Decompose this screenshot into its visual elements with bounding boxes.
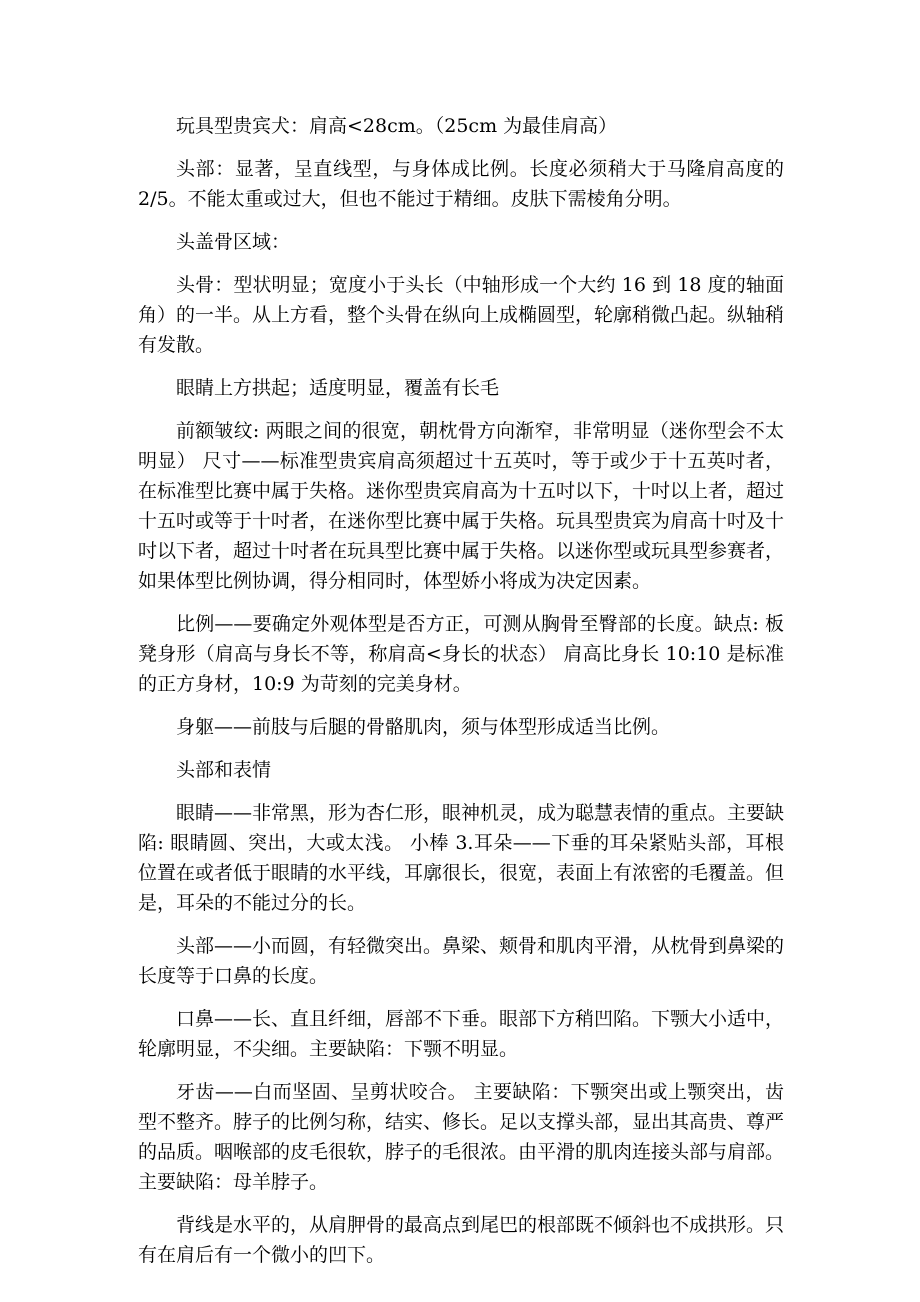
paragraph: 前额皱纹: 两眼之间的很宽，朝枕骨方向渐窄，非常明显（迷你型会不太明显） 尺寸——标准型贵宾肩高须超过十五英吋，等于或少于十五英吋者，在标准型比赛中属于失格。迷你型贵宾肩高为十五吋以下，十吋以上者，超过十五吋或等于十吋者，在迷你型比赛中属于失格。玩具型贵宾为肩高十吋及十吋以下者，超过十吋者在玩具型比赛中属于失格。以迷你型或玩具型参赛者，如果体型比例协调，得分相同时，体型娇小将成为决定因素。 <box>138 420 785 592</box>
paragraph: 头骨：型状明显；宽度小于头长（中轴形成一个大约 16 到 18 度的轴面角）的一半。从上方看，整个头骨在纵向上成椭圆型，轮廓稍微凸起。纵轴稍有发散。 <box>138 274 785 356</box>
paragraph: 身躯——前肢与后腿的骨骼肌肉，须与体型形成适当比例。 <box>176 716 671 738</box>
paragraph: 头部：显著，呈直线型，与身体成比例。长度必须稍大于马隆肩高度的 2/5。不能太重或过大，但也不能过于精细。皮肤下需棱角分明。 <box>138 158 784 210</box>
paragraph: 头部——小而圆，有轻微突出。鼻梁、颊骨和肌肉平滑，从枕骨到鼻梁的长度等于口鼻的长度。 <box>138 935 785 987</box>
document-body <box>138 111 784 1283</box>
paragraph: 头部和表情 <box>176 759 272 781</box>
paragraph: 牙齿——白而坚固、呈剪状咬合。 主要缺陷：下颚突出或上颚突出，齿型不整齐。脖子的比例匀称，结实、修长。足以支撑头部，显出其高贵、尊严的品质。咽喉部的皮毛很软，脖子的毛很浓。由平滑的肌肉连接头部与肩部。主要缺陷：母羊脖子。 <box>138 1081 785 1193</box>
paragraph: 背线是水平的，从肩胛骨的最高点到尾巴的根部既不倾斜也不成拱形。只有在肩后有一个微小的凹下。 <box>138 1214 785 1266</box>
paragraph: 口鼻——长、直且纤细，唇部不下垂。眼部下方稍凹陷。下颚大小适中，轮廓明显，不尖细。主要缺陷：下颚不明显。 <box>138 1008 785 1060</box>
paragraph: 头盖骨区域： <box>176 231 291 253</box>
paragraph: 玩具型贵宾犬：肩高<28cm。（25cm 为最佳肩高） <box>176 115 618 137</box>
paragraph: 眼睛上方拱起；适度明显，覆盖有长毛 <box>176 377 500 399</box>
paragraph: 眼睛——非常黑，形为杏仁形，眼神机灵，成为聪慧表情的重点。主要缺陷: 眼睛圆、突出，大或太浅。 小棒 3.耳朵——下垂的耳朵紧贴头部，耳根位置在或者低于眼睛的水平线，耳廓很长，很宽，表面上有浓密的毛覆盖。但是，耳朵的不能过分的长。 <box>138 802 785 914</box>
paragraph: 比例——要确定外观体型是否方正，可测从胸骨至臀部的长度。缺点: 板凳身形（肩高与身长不等，称肩高<身长的状态） 肩高比身长 10:10 是标准的正方身材，10:9 为苛刻的完美身材。 <box>138 613 784 695</box>
